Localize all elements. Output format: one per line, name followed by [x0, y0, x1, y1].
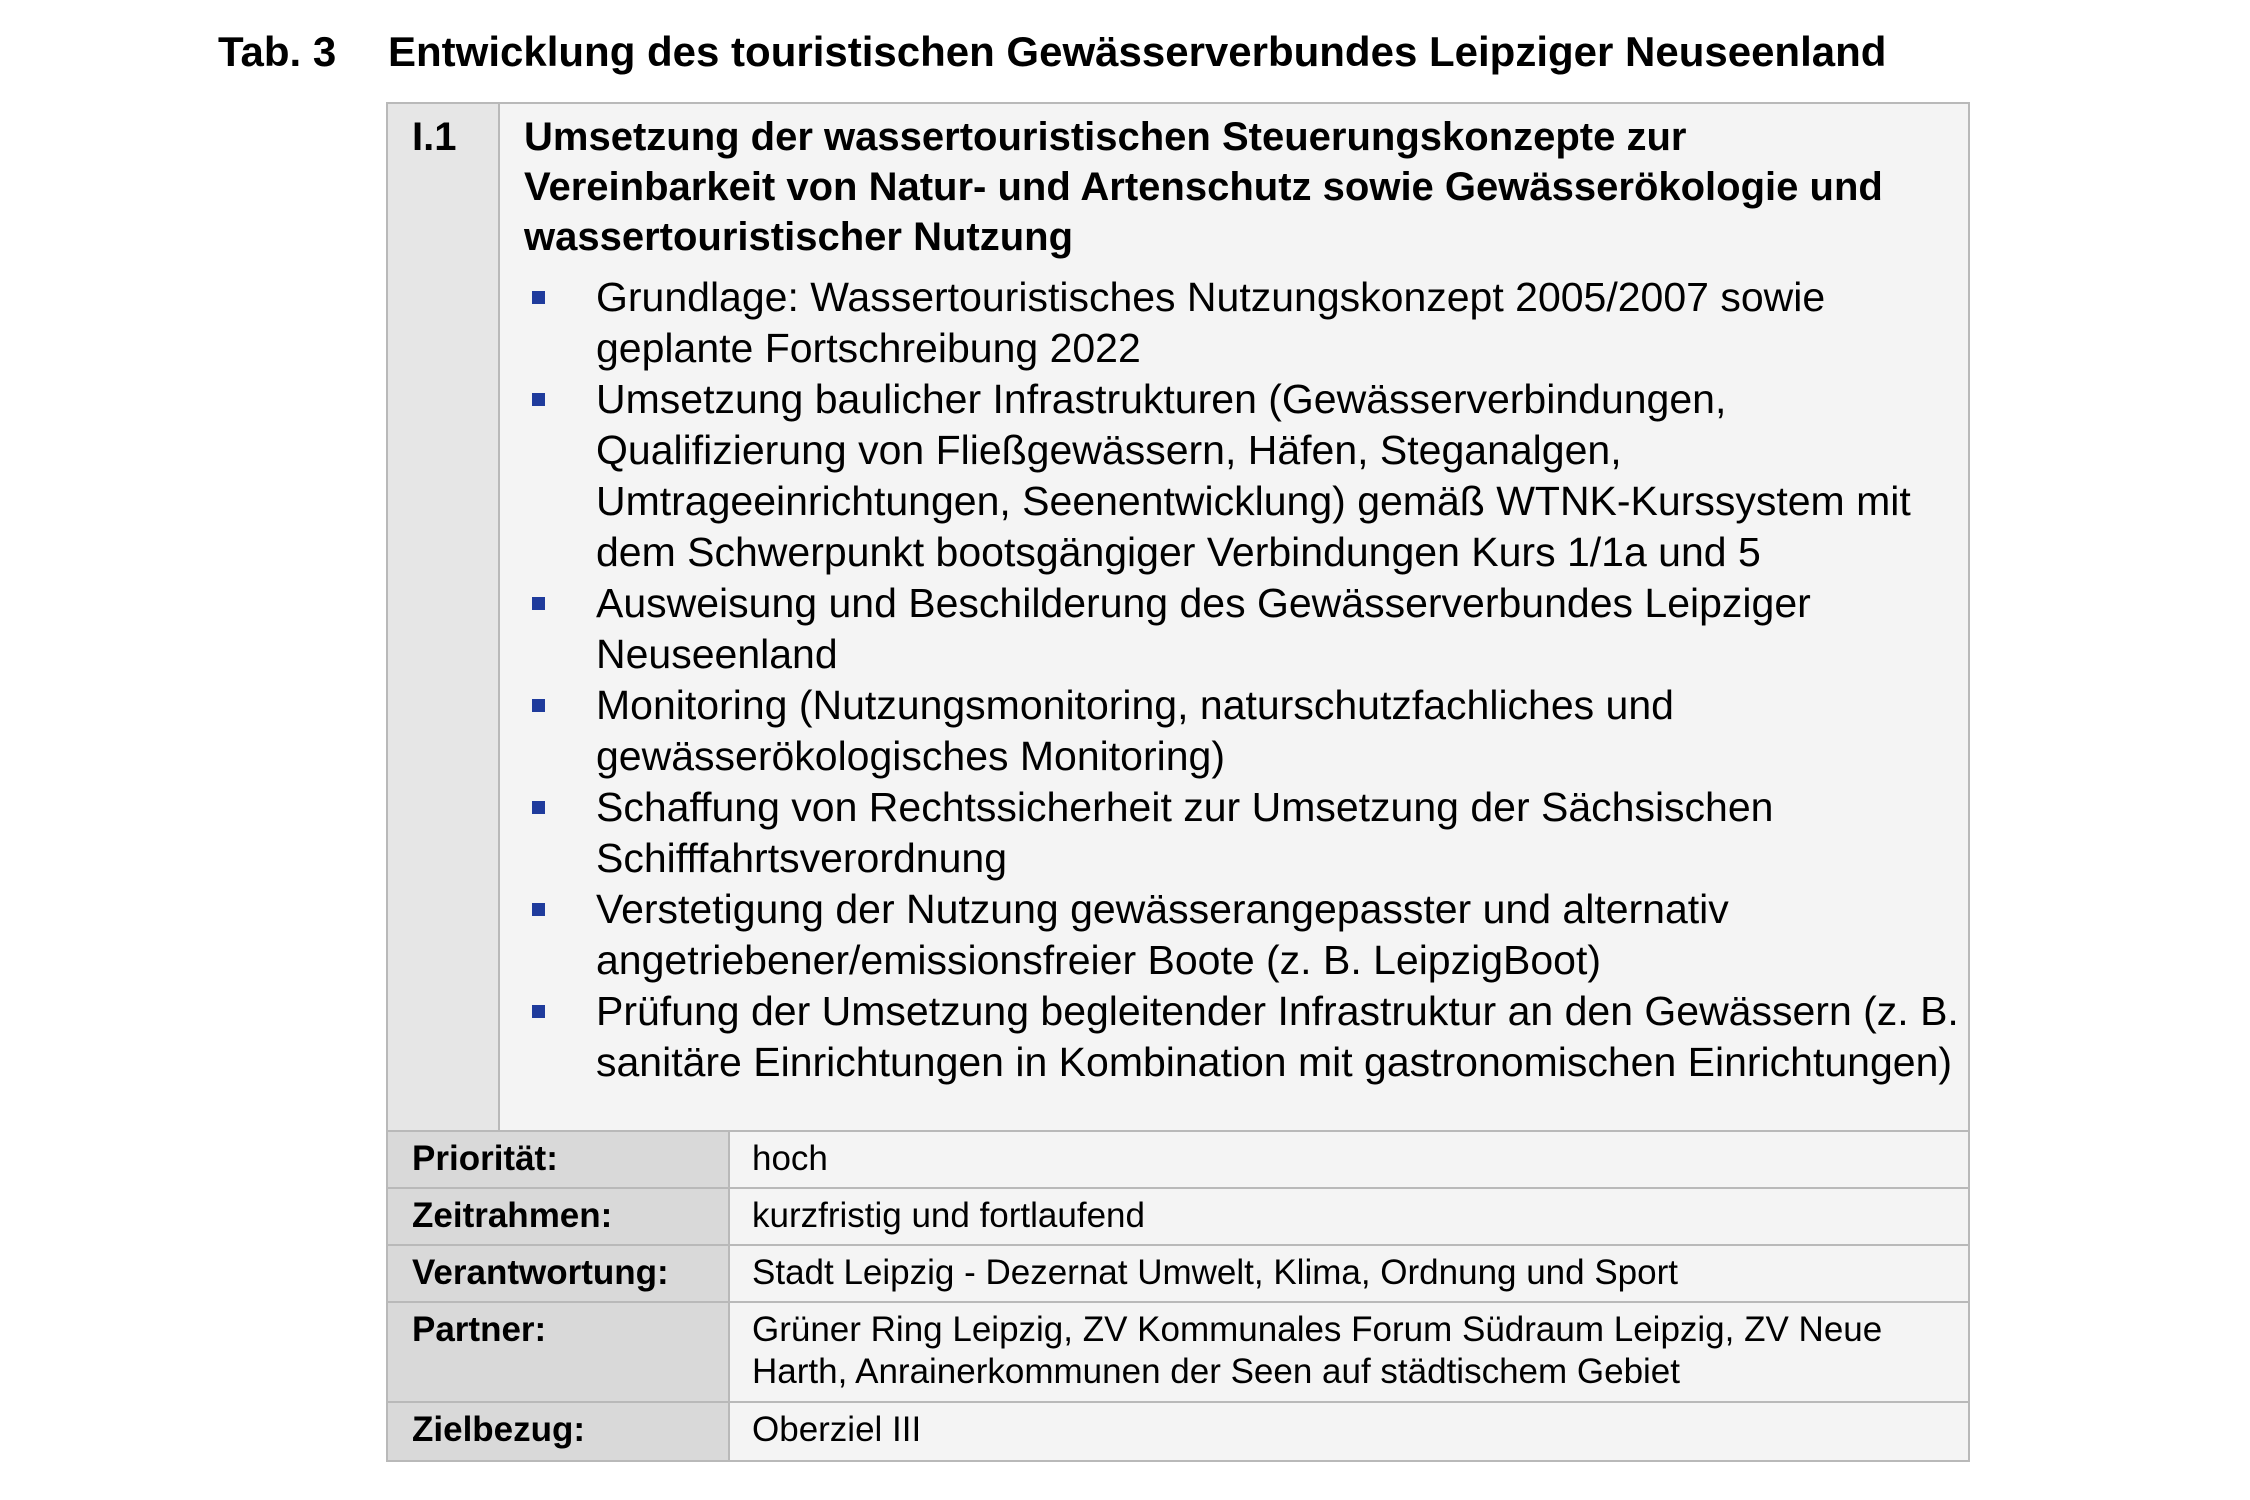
measure-body	[500, 104, 1968, 1130]
priority-value: hoch	[730, 1132, 1968, 1187]
timeframe-label: Zeitrahmen:	[388, 1189, 730, 1244]
list-item	[524, 578, 1968, 680]
responsibility-label: Verantwortung:	[388, 1246, 730, 1301]
table-number: Tab. 3	[218, 28, 337, 75]
goal-reference-label: Zielbezug:	[388, 1403, 730, 1460]
responsibility-row	[388, 1246, 1968, 1303]
list-item-text: Verstetigung der Nutzung gewässerangepasster und alternativ angetriebener/emissionsfreier Boote (z. B. LeipzigBoot)	[596, 886, 1729, 983]
measure-title: Umsetzung der wassertouristischen Steuerungskonzepte zur Vereinbarkeit von Natur- und Artenschutz sowie Gewässerökologie und wassertouristischer Nutzung	[524, 115, 1883, 259]
responsibility-value: Stadt Leipzig - Dezernat Umwelt, Klima, Ordnung und Sport	[730, 1246, 1968, 1301]
list-item	[524, 374, 1968, 578]
square-bullet-icon	[532, 903, 545, 916]
square-bullet-icon	[532, 393, 545, 406]
list-item-text: Ausweisung und Beschilderung des Gewässerverbundes Leipziger Neuseenland	[596, 580, 1811, 677]
list-item-text: Schaffung von Rechtssicherheit zur Umsetzung der Sächsischen Schifffahrtsverordnung	[596, 784, 1774, 881]
list-item-text: Prüfung der Umsetzung begleitender Infrastruktur an den Gewässern (z. B. sanitäre Einrichtungen in Kombination mit gastronomischen Einrichtungen)	[596, 988, 1959, 1085]
goal-reference-value: Oberziel III	[730, 1403, 1968, 1460]
list-item-text: Monitoring (Nutzungsmonitoring, naturschutzfachliches und gewässerökologisches Monitoring)	[596, 682, 1674, 779]
timeframe-value: kurzfristig und fortlaufend	[730, 1189, 1968, 1244]
table-caption	[218, 22, 1886, 82]
square-bullet-icon	[532, 1005, 545, 1018]
measure-id: I.1	[388, 104, 500, 1130]
square-bullet-icon	[532, 699, 545, 712]
list-item	[524, 680, 1968, 782]
list-item	[524, 272, 1968, 374]
partner-value: Grüner Ring Leipzig, ZV Kommunales Forum Südraum Leipzig, ZV Neue Harth, Anrainerkommunen der Seen auf städtischem Gebiet	[730, 1303, 1968, 1401]
measure-table	[386, 102, 1970, 1462]
list-item	[524, 884, 1968, 986]
square-bullet-icon	[532, 801, 545, 814]
measure-bullet-list	[524, 272, 1968, 1088]
goal-reference-row	[388, 1403, 1968, 1460]
measure-row	[388, 104, 1968, 1132]
priority-row	[388, 1132, 1968, 1189]
square-bullet-icon	[532, 291, 545, 304]
list-item	[524, 782, 1968, 884]
partner-label: Partner:	[388, 1303, 730, 1401]
list-item-text: Umsetzung baulicher Infrastrukturen (Gewässerverbindungen, Qualifizierung von Fließgewässern, Häfen, Steganalgen, Umtrageeinrichtungen, Seenentwicklung) gemäß WTNK-Kurssystem mit dem Schwerpunkt bootsgängiger Verbindungen Kurs 1/1a und 5	[596, 376, 1911, 575]
list-item-text: Grundlage: Wassertouristisches Nutzungskonzept 2005/2007 sowie geplante Fortschreibung 2022	[596, 274, 1826, 371]
square-bullet-icon	[532, 597, 545, 610]
partner-row	[388, 1303, 1968, 1403]
list-item	[524, 986, 1968, 1088]
timeframe-row	[388, 1189, 1968, 1246]
table-title: Entwicklung des touristischen Gewässerverbundes Leipziger Neuseenland	[388, 28, 1887, 75]
priority-label: Priorität:	[388, 1132, 730, 1187]
